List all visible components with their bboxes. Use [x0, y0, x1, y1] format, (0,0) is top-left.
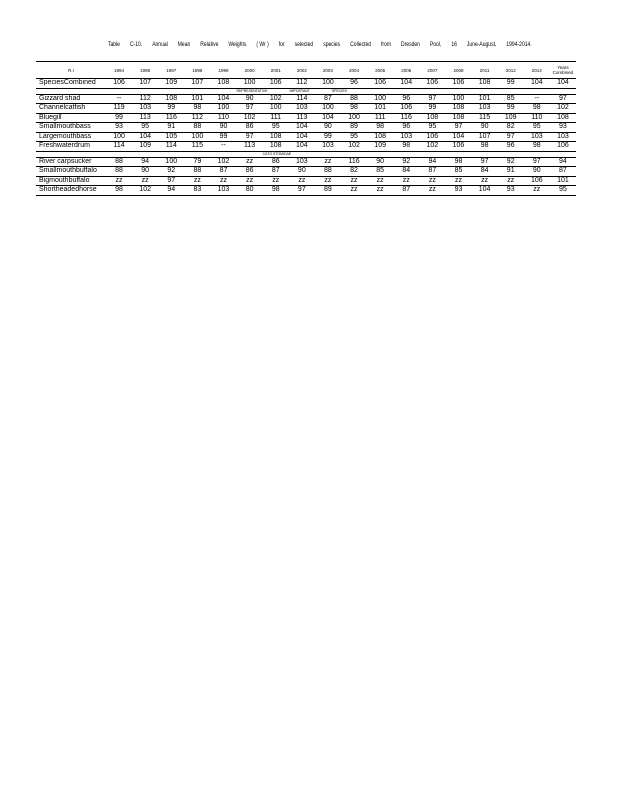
- table-cell: 113: [237, 142, 263, 152]
- year-column-header: 2003: [322, 67, 333, 73]
- table-cell: 97: [158, 176, 184, 186]
- table-cell: 87: [393, 186, 419, 196]
- species-name: Freshwaterdrum: [36, 142, 106, 152]
- title-word: Pool,: [429, 41, 442, 49]
- table-cell: 87: [263, 167, 289, 177]
- table-cell: 90: [524, 167, 550, 177]
- table-cell: 90: [367, 157, 393, 167]
- title-word: selected: [294, 41, 314, 49]
- table-cell: 97: [237, 104, 263, 114]
- table-cell: 98: [445, 157, 471, 167]
- species-name: River carpsucker: [36, 157, 106, 167]
- table-cell: 106: [419, 79, 445, 89]
- table-cell: 87: [210, 167, 236, 177]
- table-cell: 112: [132, 94, 158, 104]
- table-cell: --: [210, 142, 236, 152]
- table-cell: 99: [498, 104, 524, 114]
- table-cell: 106: [550, 142, 576, 152]
- table-cell: --: [106, 94, 132, 104]
- table-cell: 95: [263, 123, 289, 133]
- table-cell: 88: [341, 94, 367, 104]
- table-cell: 108: [445, 104, 471, 114]
- title-word: June-August,: [466, 41, 497, 49]
- table-cell: 90: [315, 123, 341, 133]
- title-word: Collected: [350, 41, 372, 49]
- title-word: species: [323, 41, 341, 49]
- year-column-header: 2011: [479, 67, 490, 73]
- table-cell: 100: [237, 79, 263, 89]
- table-cell: 116: [158, 113, 184, 123]
- table-cell: 106: [419, 132, 445, 142]
- table-cell: 100: [210, 104, 236, 114]
- table-cell: zz: [472, 176, 498, 186]
- table-cell: 103: [550, 132, 576, 142]
- table-cell: 95: [341, 132, 367, 142]
- year-column-header: 1998: [192, 67, 203, 73]
- table-cell: 108: [419, 113, 445, 123]
- year-column-header: 2000: [244, 67, 255, 73]
- table-cell: 113: [132, 113, 158, 123]
- table-row: [36, 104, 576, 114]
- table-cell: 108: [263, 132, 289, 142]
- species-name: Bluegill: [36, 113, 106, 123]
- table-cell: 114: [289, 94, 315, 104]
- year-column-header: 2007: [427, 67, 438, 73]
- table-cell: 113: [289, 113, 315, 123]
- year-column-header: 1994: [114, 67, 125, 73]
- species-name: SpeciesCombined: [36, 79, 106, 89]
- year-column-header: 2005: [375, 67, 386, 73]
- table-cell: 95: [550, 186, 576, 196]
- table-cell: 90: [289, 167, 315, 177]
- table-cell: 107: [132, 79, 158, 89]
- table-cell: 104: [524, 79, 550, 89]
- table-cell: 94: [158, 186, 184, 196]
- table-cell: 82: [341, 167, 367, 177]
- table-row: [36, 157, 576, 167]
- table-cell: 86: [263, 157, 289, 167]
- year-column-header: 2008: [453, 67, 464, 73]
- table-cell: 97: [419, 94, 445, 104]
- table-cell: 102: [550, 104, 576, 114]
- table-row: [36, 123, 576, 133]
- table-cell: 101: [184, 94, 210, 104]
- table-cell: 111: [263, 113, 289, 123]
- table-cell: 108: [210, 79, 236, 89]
- table-cell: zz: [367, 186, 393, 196]
- table-cell: 99: [315, 132, 341, 142]
- table-cell: 109: [498, 113, 524, 123]
- table-cell: 104: [210, 94, 236, 104]
- table-cell: 82: [498, 123, 524, 133]
- table-row: [36, 142, 576, 152]
- table-cell: 85: [498, 94, 524, 104]
- table-cell: 112: [184, 113, 210, 123]
- subheading-label: IMPORTANT: [289, 88, 310, 93]
- table-cell: 116: [341, 157, 367, 167]
- table-cell: 94: [419, 157, 445, 167]
- table-cell: 104: [393, 79, 419, 89]
- table-cell: zz: [132, 176, 158, 186]
- table-row: [36, 132, 576, 142]
- table-cell: 100: [341, 113, 367, 123]
- table-cell: zz: [498, 176, 524, 186]
- table-cell: 114: [158, 142, 184, 152]
- table-cell: 119: [106, 104, 132, 114]
- table-cell: 100: [445, 94, 471, 104]
- table-row: [36, 79, 576, 89]
- table-cell: zz: [341, 186, 367, 196]
- table-cell: 103: [210, 186, 236, 196]
- table-cell: 102: [210, 157, 236, 167]
- table-cell: 103: [289, 157, 315, 167]
- table-cell: zz: [367, 176, 393, 186]
- table-cell: 92: [158, 167, 184, 177]
- table-row: [36, 167, 576, 177]
- table-cell: 88: [184, 167, 210, 177]
- table-cell: 115: [472, 113, 498, 123]
- table-cell: zz: [341, 176, 367, 186]
- table-cell: 108: [445, 113, 471, 123]
- table-row: [36, 176, 576, 186]
- species-name: Channelcatfish: [36, 104, 106, 114]
- table-cell: 84: [472, 167, 498, 177]
- table-row: [36, 94, 576, 104]
- table-cell: 108: [550, 113, 576, 123]
- title-word: Table: [108, 41, 120, 49]
- species-column-header: R.I: [68, 67, 74, 73]
- table-cell: 104: [289, 132, 315, 142]
- table-cell: 87: [315, 94, 341, 104]
- subheading-label: CATO STOMIDAE: [262, 151, 292, 156]
- table-cell: zz: [393, 176, 419, 186]
- species-name: Smallmouthbuffalo: [36, 167, 106, 177]
- table-cell: 97: [445, 123, 471, 133]
- table-cell: 98: [393, 142, 419, 152]
- table-cell: 114: [106, 142, 132, 152]
- table-cell: 93: [445, 186, 471, 196]
- table-cell: zz: [315, 157, 341, 167]
- table-cell: zz: [419, 176, 445, 186]
- year-column-header: 2006: [401, 67, 412, 73]
- table-cell: 99: [210, 132, 236, 142]
- table-cell: 100: [184, 132, 210, 142]
- table-cell: 96: [341, 79, 367, 89]
- table-cell: 103: [315, 142, 341, 152]
- table-cell: 98: [263, 186, 289, 196]
- title-word: Dresden: [401, 41, 420, 49]
- table-row: [36, 113, 576, 123]
- table-cell: 112: [289, 79, 315, 89]
- table-cell: 98: [472, 142, 498, 152]
- table-cell: 105: [158, 132, 184, 142]
- table-cell: 115: [184, 142, 210, 152]
- table-cell: 108: [158, 94, 184, 104]
- table-cell: 104: [445, 132, 471, 142]
- table-cell: 97: [289, 186, 315, 196]
- table-cell: 100: [315, 79, 341, 89]
- table-cell: 103: [132, 104, 158, 114]
- table-cell: 104: [289, 123, 315, 133]
- table-cell: 106: [393, 104, 419, 114]
- table-row: [36, 186, 576, 196]
- table-cell: 97: [550, 94, 576, 104]
- table-cell: 103: [472, 104, 498, 114]
- table-cell: 116: [393, 113, 419, 123]
- table-cell: zz: [289, 176, 315, 186]
- species-name: Smallmouthbass: [36, 123, 106, 133]
- table-cell: 102: [237, 113, 263, 123]
- table-cell: zz: [524, 186, 550, 196]
- table-cell: 102: [263, 94, 289, 104]
- table-cell: zz: [237, 176, 263, 186]
- year-column-header: 1999: [218, 67, 229, 73]
- table-cell: 99: [158, 104, 184, 114]
- table-cell: 80: [237, 186, 263, 196]
- table-cell: 104: [472, 186, 498, 196]
- table-cell: 90: [237, 94, 263, 104]
- table-cell: 109: [132, 142, 158, 152]
- table-cell: 98: [524, 142, 550, 152]
- table-cell: zz: [184, 176, 210, 186]
- table-cell: 100: [158, 157, 184, 167]
- table-cell: 93: [498, 186, 524, 196]
- table-cell: 106: [367, 79, 393, 89]
- table-cell: 106: [524, 176, 550, 186]
- table-cell: 94: [132, 157, 158, 167]
- table-cell: 97: [472, 157, 498, 167]
- species-name: Shortheadedhorse: [36, 186, 106, 196]
- table-cell: 85: [445, 167, 471, 177]
- species-name: Gizzard shad: [36, 94, 106, 104]
- table-title: [108, 41, 532, 49]
- table-cell: 103: [524, 132, 550, 142]
- table-cell: 104: [550, 79, 576, 89]
- table-cell: 96: [393, 123, 419, 133]
- table-cell: 109: [158, 79, 184, 89]
- table-cell: 106: [106, 79, 132, 89]
- table-cell: 90: [210, 123, 236, 133]
- table-cell: 101: [550, 176, 576, 186]
- table-cell: 107: [184, 79, 210, 89]
- title-word: C-10.: [129, 41, 143, 49]
- table-cell: 104: [315, 113, 341, 123]
- species-name: Bigmouthbuffalo: [36, 176, 106, 186]
- table-cell: 96: [498, 142, 524, 152]
- relative-weights-table: [36, 61, 576, 196]
- table-cell: 100: [315, 104, 341, 114]
- table-cell: 102: [341, 142, 367, 152]
- table-cell: 100: [263, 104, 289, 114]
- table-cell: 97: [498, 132, 524, 142]
- title-word: 16: [451, 41, 457, 49]
- title-word: Weights: [228, 41, 247, 49]
- table-cell: 88: [315, 167, 341, 177]
- table-cell: 102: [419, 142, 445, 152]
- title-word: Annual: [152, 41, 168, 49]
- table-cell: 106: [445, 142, 471, 152]
- table-cell: zz: [106, 176, 132, 186]
- table-cell: 102: [132, 186, 158, 196]
- title-word: Mean: [177, 41, 191, 49]
- table-cell: 104: [132, 132, 158, 142]
- table-cell: 98: [184, 104, 210, 114]
- table-cell: 79: [184, 157, 210, 167]
- table-cell: 89: [341, 123, 367, 133]
- table-cell: 98: [367, 123, 393, 133]
- table-cell: 103: [289, 104, 315, 114]
- year-column-header: 2014: [531, 67, 542, 73]
- year-column-header: 2012: [505, 67, 516, 73]
- title-word: from: [381, 41, 392, 49]
- table-cell: 104: [289, 142, 315, 152]
- table-cell: 100: [367, 94, 393, 104]
- table-cell: 97: [524, 157, 550, 167]
- table-cell: 98: [341, 104, 367, 114]
- combined-column-header: Years Combined: [552, 65, 574, 75]
- table-cell: 91: [158, 123, 184, 133]
- title-word: 1994-2014.: [506, 41, 532, 49]
- table-cell: 98: [524, 104, 550, 114]
- title-word: for: [278, 41, 285, 49]
- table-cell: 86: [237, 167, 263, 177]
- table-cell: 101: [472, 94, 498, 104]
- table-cell: 110: [210, 113, 236, 123]
- table-cell: 92: [393, 157, 419, 167]
- table-cell: zz: [445, 176, 471, 186]
- table-cell: 111: [367, 113, 393, 123]
- table-header-row: [36, 62, 576, 79]
- table-cell: 99: [106, 113, 132, 123]
- table-cell: 99: [498, 79, 524, 89]
- table-cell: 84: [393, 167, 419, 177]
- table-cell: 88: [106, 157, 132, 167]
- table-cell: 93: [106, 123, 132, 133]
- table-cell: 108: [263, 142, 289, 152]
- table-cell: 88: [106, 167, 132, 177]
- table-cell: zz: [315, 176, 341, 186]
- year-column-header: 1997: [166, 67, 177, 73]
- table-cell: 86: [237, 123, 263, 133]
- table-cell: --: [524, 94, 550, 104]
- species-name: Largemouthbass: [36, 132, 106, 142]
- table-cell: 109: [367, 142, 393, 152]
- table-cell: 95: [524, 123, 550, 133]
- table-cell: 91: [498, 167, 524, 177]
- year-column-header: 1995: [140, 67, 151, 73]
- table-cell: 96: [393, 94, 419, 104]
- table-cell: 94: [550, 157, 576, 167]
- table-cell: 98: [106, 186, 132, 196]
- table-cell: 95: [132, 123, 158, 133]
- table-cell: 87: [419, 167, 445, 177]
- table-cell: 92: [498, 157, 524, 167]
- table-cell: 106: [445, 79, 471, 89]
- table-cell: zz: [237, 157, 263, 167]
- table-cell: zz: [210, 176, 236, 186]
- subheading-label: REPRESENTATIVE: [236, 88, 268, 93]
- table-cell: 101: [367, 104, 393, 114]
- table-cell: 90: [132, 167, 158, 177]
- table-cell: 99: [419, 104, 445, 114]
- table-cell: 100: [106, 132, 132, 142]
- table-cell: 106: [263, 79, 289, 89]
- table-cell: 107: [472, 132, 498, 142]
- title-word: Relative: [200, 41, 219, 49]
- year-column-header: 2002: [296, 67, 307, 73]
- table-cell: 83: [184, 186, 210, 196]
- table-cell: 89: [315, 186, 341, 196]
- table-cell: zz: [263, 176, 289, 186]
- table-cell: 110: [524, 113, 550, 123]
- table-cell: 87: [550, 167, 576, 177]
- year-column-header: 2004: [349, 67, 360, 73]
- table-cell: zz: [419, 186, 445, 196]
- table-cell: 88: [184, 123, 210, 133]
- table-cell: 90: [472, 123, 498, 133]
- year-column-header: 2001: [270, 67, 281, 73]
- table-cell: 97: [237, 132, 263, 142]
- title-word: ( Wr ): [256, 41, 269, 49]
- table-cell: 108: [472, 79, 498, 89]
- table-cell: 103: [393, 132, 419, 142]
- table-cell: 85: [367, 167, 393, 177]
- table-cell: 93: [550, 123, 576, 133]
- table-cell: 95: [419, 123, 445, 133]
- subheading-label: SPECIES: [331, 88, 348, 93]
- table-cell: 108: [367, 132, 393, 142]
